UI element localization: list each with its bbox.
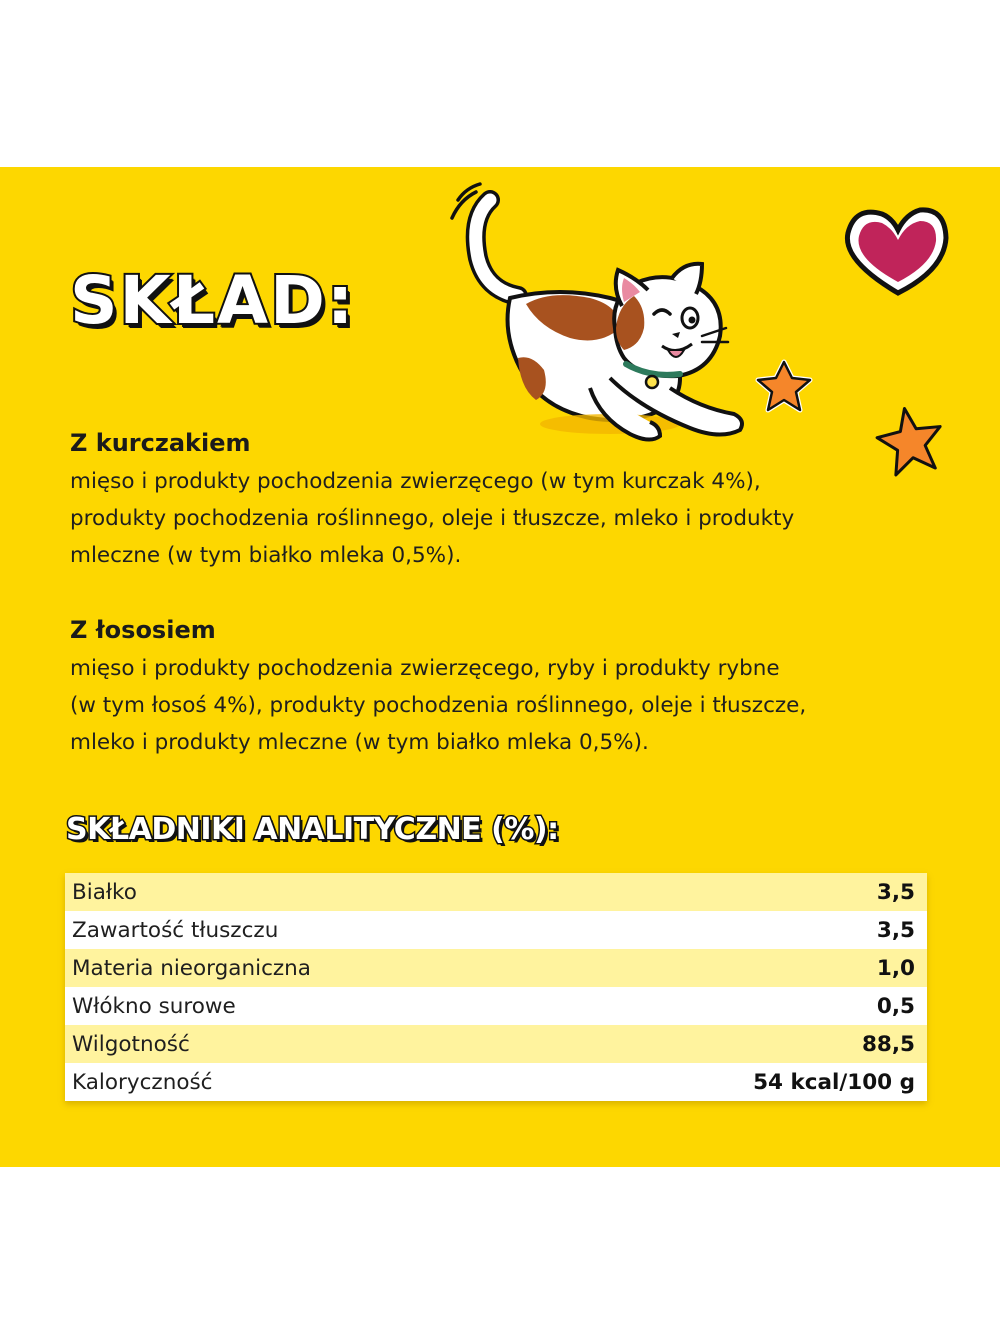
row-value: 3,5	[876, 879, 915, 905]
heart-icon	[847, 210, 946, 293]
row-label: Włókno surowe	[72, 993, 236, 1019]
row-label: Białko	[72, 879, 137, 905]
row-value: 54 kcal/100 g	[753, 1069, 915, 1095]
page-title: SKŁAD:	[70, 262, 356, 339]
row-label: Zawartość tłuszczu	[72, 917, 279, 943]
star-icon	[758, 362, 810, 410]
analytics-title: SKŁADNIKI ANALITYCZNE (%):	[66, 812, 559, 847]
table-row	[65, 987, 927, 1025]
row-value: 1,0	[876, 955, 915, 981]
text-line: produkty pochodzenia roślinnego, oleje i tłuszcze, mleko i produkty	[70, 506, 795, 531]
section-heading: Z kurczakiem	[70, 429, 251, 457]
text-line: mleko i produkty mleczne (w tym białko mleka 0,5%).	[70, 730, 649, 755]
table-row	[65, 911, 927, 949]
section-text	[70, 463, 950, 574]
row-value: 3,5	[876, 917, 915, 943]
analytics-table	[65, 873, 927, 1101]
text-line: mięso i produkty pochodzenia zwierzęcego (w tym kurczak 4%),	[70, 469, 761, 494]
row-label: Kaloryczność	[72, 1069, 213, 1095]
row-value: 0,5	[876, 993, 915, 1019]
text-line: (w tym łosoś 4%), produkty pochodzenia roślinnego, oleje i tłuszcze,	[70, 693, 807, 718]
section-heading: Z łososiem	[70, 616, 216, 644]
table-row	[65, 949, 927, 987]
row-label: Wilgotność	[72, 1031, 190, 1057]
section-text	[70, 650, 950, 761]
text-line: mleczne (w tym białko mleka 0,5%).	[70, 543, 462, 568]
table-row	[65, 873, 927, 911]
text-line: mięso i produkty pochodzenia zwierzęcego, ryby i produkty rybne	[70, 656, 780, 681]
row-value: 88,5	[861, 1031, 915, 1057]
table-row	[65, 1063, 927, 1101]
cat-illustration	[440, 178, 960, 478]
table-row	[65, 1025, 927, 1063]
row-label: Materia nieorganiczna	[72, 955, 311, 981]
